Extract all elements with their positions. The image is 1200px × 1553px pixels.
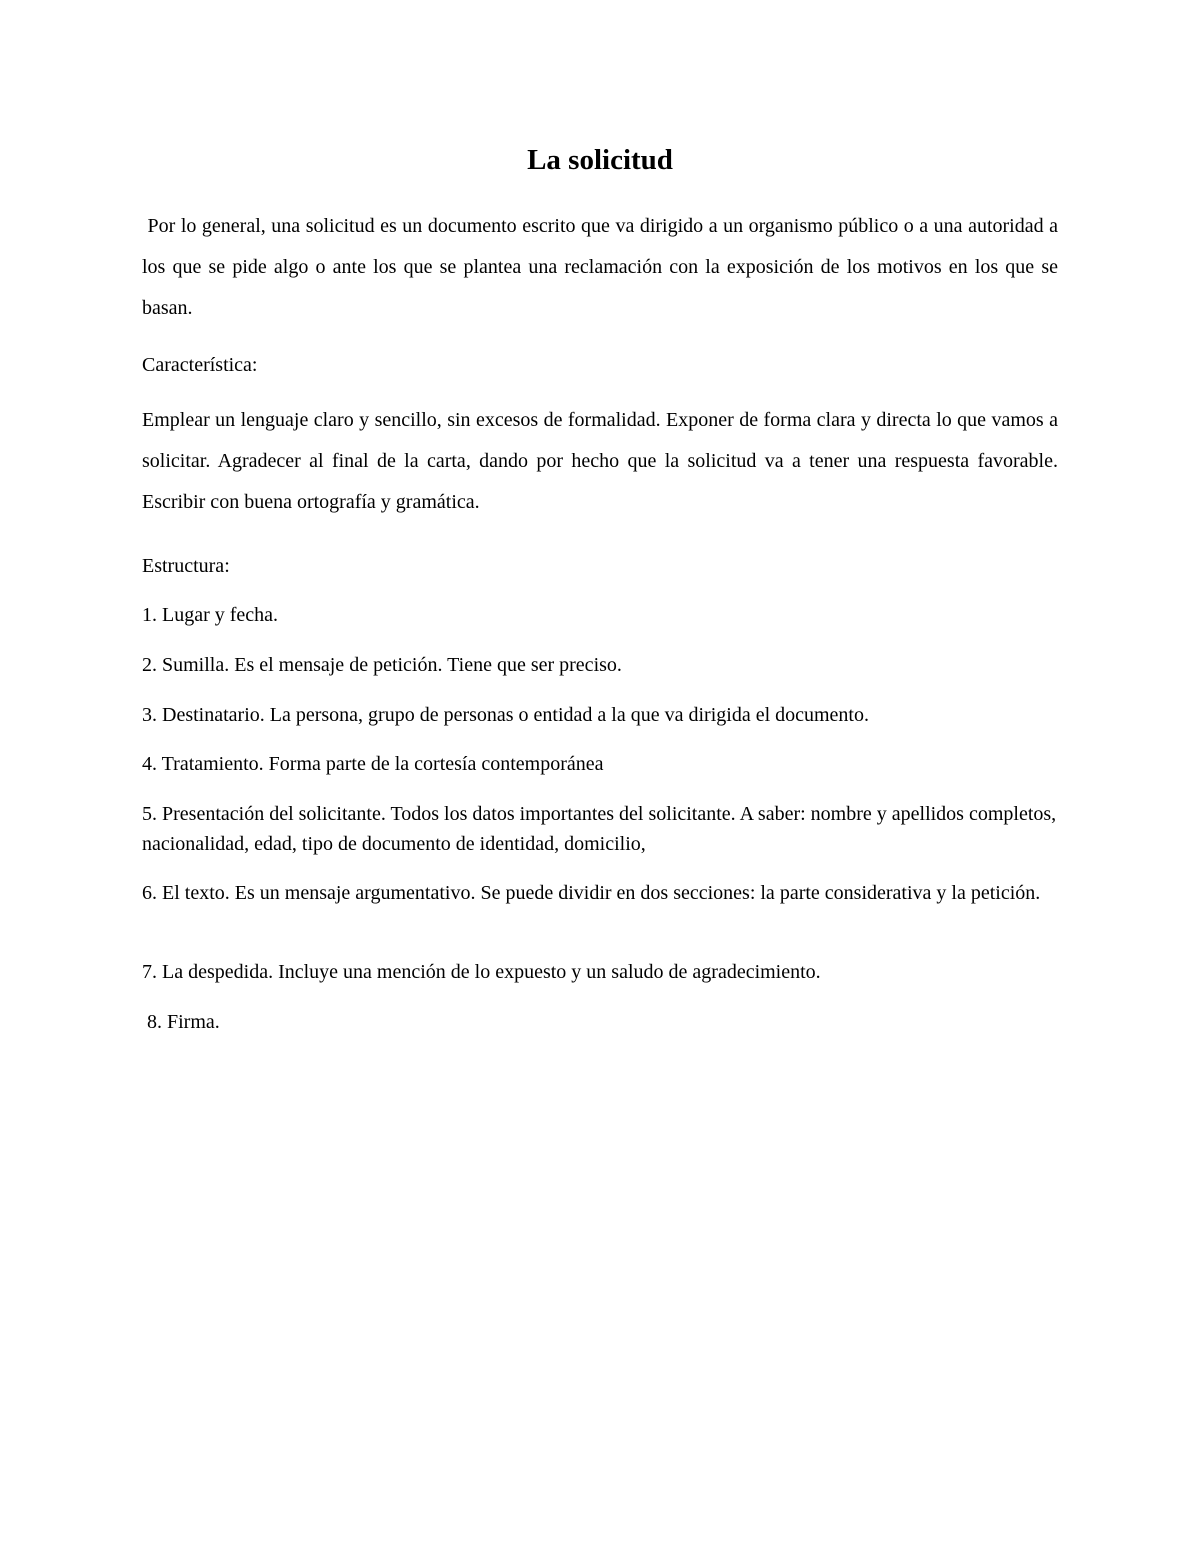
- structure-item-despedida: 7. La despedida. Incluye una mención de lo expuesto y un saludo de agradecimiento.: [142, 961, 821, 983]
- structure-item-presentacion: 5. Presentación del solicitante. Todos los datos importantes del solicitante. A saber: nombre y apellidos completos, nacionalidad, edad, tipo de documento de identidad, domicilio,: [142, 803, 1057, 855]
- structure-item-texto: 6. El texto. Es un mensaje argumentativo. Se puede dividir en dos secciones: la parte considerativa y la petición.: [142, 882, 1041, 904]
- structure-item-destinatario: 3. Destinatario. La persona, grupo de personas o entidad a la que va dirigida el documento.: [142, 704, 869, 726]
- characteristics-paragraph: Emplear un lenguaje claro y sencillo, sin excesos de formalidad. Exponer de forma clara y directa lo que vamos a solicitar. Agradecer al final de la carta, dando por hecho que la solicitud va a tener una respuesta favorable. Escribir con buena ortografía y gramática.: [142, 409, 1058, 513]
- intro-paragraph: Por lo general, una solicitud es un documento escrito que va dirigido a un organismo público o a una autoridad a los que se pide algo o ante los que se plantea una reclamación con la exposición de los motivos en los que se basan.: [142, 215, 1063, 319]
- characteristics-heading: Característica:: [142, 354, 258, 376]
- structure-item-sumilla: 2. Sumilla. Es el mensaje de petición. Tiene que ser preciso.: [142, 654, 622, 676]
- structure-item-lugar-fecha: 1. Lugar y fecha.: [142, 604, 279, 626]
- structure-item-firma: 8. Firma.: [142, 1011, 220, 1033]
- structure-heading: Estructura:: [142, 555, 230, 577]
- structure-item-tratamiento: 4. Tratamiento. Forma parte de la cortesía contemporánea: [142, 753, 604, 775]
- page-title: La solicitud: [527, 144, 673, 176]
